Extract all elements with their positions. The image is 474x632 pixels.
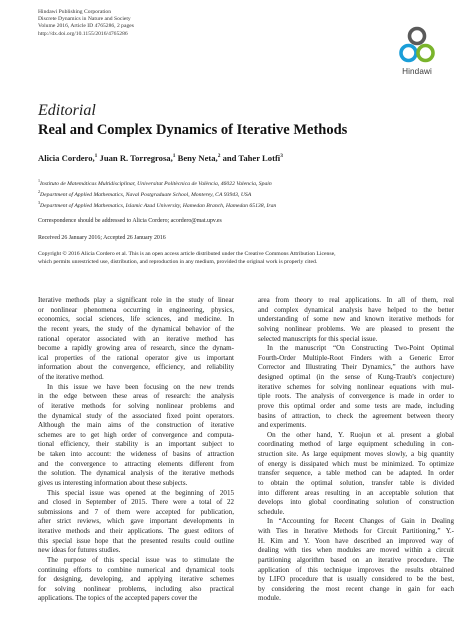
- body-text-line: tional efficiency, their stability is an important subject to: [38, 440, 234, 449]
- body-text-line: into different areas resulting in an acceptable solution that: [258, 488, 454, 497]
- body-text-line: by LIFO procedure that is usually considered to be the best,: [258, 575, 454, 584]
- body-text-line: In the manuscript “On Constructing Two-Point Optimal: [267, 344, 454, 353]
- author-affiliation-mark: 1: [94, 153, 98, 160]
- body-text-line: The purpose of this special issue was to stimulate the: [47, 555, 234, 564]
- body-text-line: In “Accounting for Recent Changes of Gain in Dealing: [267, 517, 454, 526]
- body-text-line: schedule.: [258, 507, 285, 516]
- author-list: [38, 153, 283, 163]
- body-text-line: of energy is dissipated which must be minimized. To optimize: [258, 459, 454, 468]
- author-affiliation-mark: 1: [172, 153, 176, 160]
- body-text-line: by considering the most recent change in gain for each: [258, 584, 454, 593]
- body-text-line: application of this technique improves the results obtained: [258, 565, 454, 574]
- body-text-line: designed optimal (in the sense of Kung-Traub's conjecture): [258, 373, 454, 381]
- article-type: Editorial: [38, 102, 96, 119]
- hindawi-logo-text: Hindawi: [402, 67, 432, 76]
- body-text-line: become a rapidly growing area of research, since the dynam-: [38, 344, 234, 353]
- author-name: and Taher Lotfi: [222, 153, 281, 163]
- body-text-line: module.: [258, 594, 281, 603]
- affiliation-item: [38, 199, 276, 210]
- body-text-line: struction site. As large equipment moves slowly, a big quantity: [258, 450, 454, 458]
- body-text-line: new ideas for futures studies.: [38, 546, 121, 555]
- affiliation-item: [38, 188, 276, 199]
- copyright-line: which permits unrestricted use, distribution, and reproduction in any medium, provided the original work is properly cited.: [38, 259, 318, 266]
- body-text-line: iterative methods and their applications. The guest editors of: [38, 527, 234, 535]
- body-text-line: dealing with ties when modules are moved within a circuit: [258, 546, 454, 555]
- article-title: Real and Complex Dynamics of Iterative Methods: [38, 122, 348, 138]
- body-text-line: iterative schemes for solving nonlinear equations with mul-: [258, 382, 454, 391]
- body-text-line: selected manuscripts for this special issue.: [258, 334, 378, 343]
- journal-line: Discrete Dynamics in Nature and Society: [38, 16, 131, 23]
- publisher-line: Hindawi Publishing Corporation: [38, 9, 112, 15]
- body-text-line: with Ties in Iterative Methods for Circuit Partitioning,” Y.-: [258, 527, 454, 535]
- body-text-line: submissions and 7 of them were accepted for publication,: [38, 507, 234, 516]
- body-text-line: Although the main aims of the construction of iterative: [38, 421, 234, 430]
- body-text-line: In this issue we have been focusing on the new trends: [47, 382, 234, 391]
- body-text-line: to obtain the optimal solution, transfer table is divided: [258, 478, 454, 487]
- body-text-line: economics, social sciences, life sciences, and medicine. In: [38, 315, 234, 324]
- hindawi-logo: [392, 26, 442, 76]
- body-text-line: for solving nonlinear problems, including also practical: [38, 584, 234, 593]
- body-text-line: of iterative methods for solving nonlinear problems and: [38, 401, 234, 410]
- body-column-left: [38, 296, 234, 604]
- author-name: Alicia Cordero,: [38, 153, 95, 163]
- body-text-line: Iterative methods play a significant role in the study of linear: [38, 296, 234, 304]
- affiliation-item: [38, 177, 276, 188]
- affiliation-mark: 2: [38, 189, 40, 195]
- volume-line: Volume 2016, Article ID 4765286, 2 pages: [38, 23, 134, 30]
- body-text-line: area from theory to real applications. In all of them, real: [258, 296, 454, 304]
- received-accepted-dates: Received 26 January 2016; Accepted 26 January 2016: [38, 235, 166, 241]
- body-text-line: this special issue hope that the presented results could outline: [38, 536, 234, 545]
- affiliation-mark: 1: [38, 178, 40, 183]
- copyright-line: Copyright © 2016 Alicia Cordero et al. This is an open access article distributed under the Creative Commons Attribution License,: [38, 251, 336, 257]
- body-text-line: On the other hand, Y. Ruojun et al. present a global: [267, 430, 454, 439]
- body-text-line: coordinating method of large equipment scheduling in con-: [258, 440, 454, 449]
- body-text-line: Corrector and Illustrating Their Dynamics,” the authors have: [258, 363, 454, 372]
- body-text-line: be taken into account: the wideness of basins of attraction: [38, 450, 234, 458]
- author-affiliation-mark: 3: [280, 153, 283, 160]
- author-name: Beny Neta,: [177, 153, 218, 163]
- body-text-line: and experiments.: [258, 421, 307, 430]
- body-text-line: after strict reviews, which gave important developments in: [38, 517, 234, 526]
- affiliation-text: Instituto de Matemáticas Multidisciplinar, Universitat Politècnica de València, 46022 Valencia, Spain: [40, 180, 272, 187]
- body-text-line: for designing, developing, and applying iterative schemes: [38, 575, 234, 584]
- body-text-line: ical properties of the rational operator give us important: [38, 353, 234, 362]
- body-text-line: information about the convergence, efficiency, and reliability: [38, 363, 234, 372]
- affiliation-mark: 3: [38, 200, 40, 206]
- body-text-line: transfer sequence, a table method can be adapted. In order: [258, 469, 454, 478]
- body-text-line: the solution. The dynamical analysis of the iterative methods: [38, 469, 234, 478]
- affiliation-text: Department of Applied Mathematics, Islamic Azad University, Hamedan Branch, Hamedan 65138, Iran: [40, 203, 277, 210]
- body-text-line: rational operator associated with an iterative method has: [38, 334, 234, 343]
- body-text-line: tiple roots. The analysis of convergence is made in order to: [258, 392, 454, 401]
- body-text-line: of the iterative method.: [38, 373, 104, 381]
- body-text-line: This special issue was opened at the beginning of 2015: [47, 488, 234, 497]
- body-text-line: gives us interesting information about these subjects.: [38, 478, 188, 487]
- author-affiliation-mark: 2: [217, 153, 221, 160]
- body-text-line: applications. The topics of the accepted papers cover the: [38, 594, 198, 603]
- journal-header: [38, 9, 134, 38]
- body-text-line: schemes are to get high order of convergence and computa-: [38, 430, 234, 439]
- body-text-line: partitioning algorithm based on an iterative procedure. The: [258, 555, 454, 564]
- body-text-line: basins of attraction, to check the agreement between theory: [258, 411, 454, 420]
- body-text-line: develops into global coordinating solution of construction: [258, 498, 454, 507]
- body-text-line: in the edge between these areas of research: the analysis: [38, 392, 234, 401]
- body-text-line: H. Kim and Y. Yoon have described an improved way of: [258, 536, 454, 545]
- hindawi-logo-icon: [398, 26, 436, 66]
- body-column-right: [258, 296, 454, 604]
- doi-link[interactable]: http://dx.doi.org/10.1155/2016/4765286: [38, 30, 128, 37]
- affiliation-list: [38, 177, 276, 210]
- body-text-line: Fourth-Order Multiple-Root Finders with a Generic Error: [258, 353, 454, 362]
- body-text-line: the dynamical study of the associated fixed point operators.: [38, 411, 234, 420]
- body-text-line: or nonlinear phenomena occurring in engineering, physics,: [38, 305, 234, 314]
- body-text-line: and the convergence to attracting elements different from: [38, 459, 234, 468]
- body-text-line: the recent years, the study of the dynamical behavior of the: [38, 324, 234, 333]
- body-text-line: and closed in September of 2015. There were a total of 22: [38, 498, 234, 507]
- body-text-line: and complex dynamical analysis have helped to the better: [258, 305, 454, 314]
- body-text-line: understanding of some new and known iterative methods for: [258, 315, 454, 324]
- body-text-line: solving nonlinear problems. We are pleased to present the: [258, 324, 454, 333]
- affiliation-text: Department of Applied Mathematics, Naval Postgraduate School, Monterey, CA 93943, USA: [40, 191, 252, 198]
- body-text-line: prove this optimal order and some tests are made, including: [258, 401, 454, 410]
- body-text-line: continuing efforts to combine numerical and dynamical tools: [38, 565, 234, 574]
- author-name: Juan R. Torregrosa,: [99, 153, 173, 163]
- copyright-notice: [38, 250, 448, 266]
- correspondence-note: Correspondence should be addressed to Alicia Cordero; acordero@mat.upv.es: [38, 218, 222, 224]
